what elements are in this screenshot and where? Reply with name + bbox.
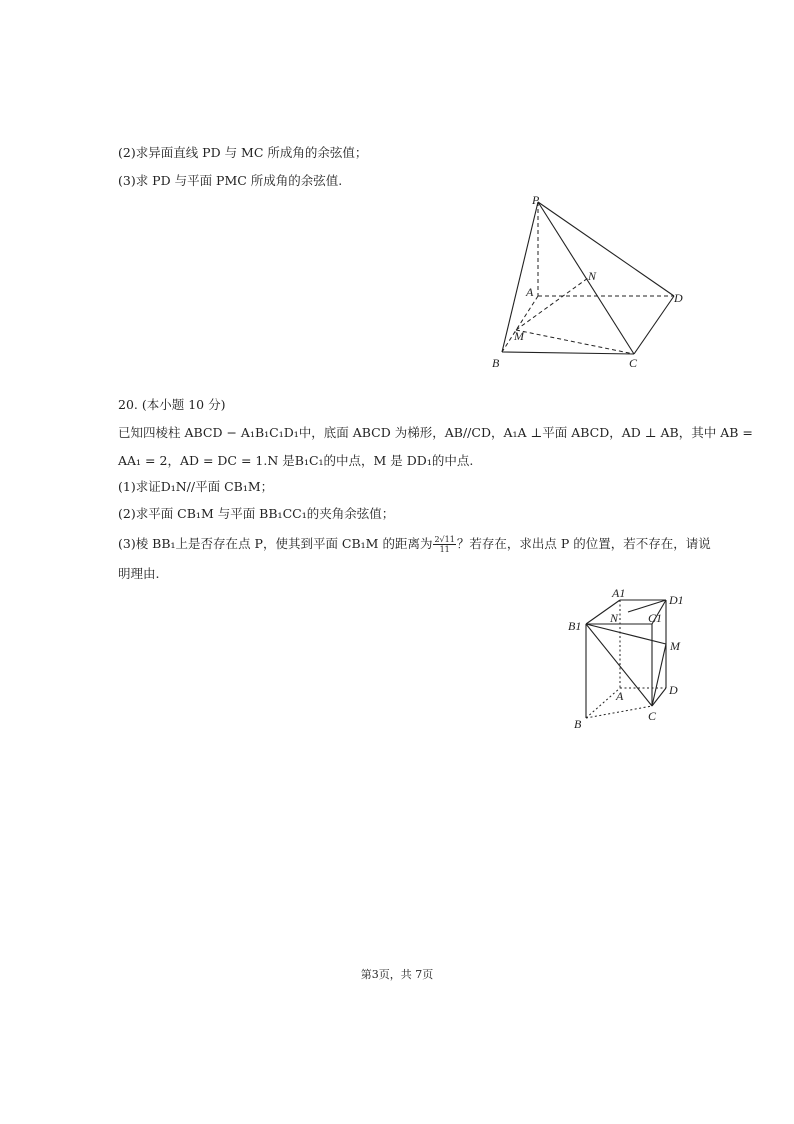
q20-stem-line1: 已知四棱柱 ABCD − A₁B₁C₁D₁中，底面 ABCD 为梯形，AB//CD，A₁A ⊥平面 ABCD，AD ⊥ AB，其中 AB = bbox=[118, 425, 753, 440]
label-A: A bbox=[616, 689, 624, 703]
q19-part2: (2)求异面直线 PD 与 MC 所成角的余弦值； bbox=[118, 145, 368, 160]
q20-part1: (1)求证D₁N//平面 CB₁M； bbox=[118, 479, 274, 494]
label-B: B bbox=[574, 717, 582, 731]
label-P: P bbox=[532, 193, 540, 207]
q20-part3-post: ？若存在，求出点 P 的位置，若不存在，请说 bbox=[456, 536, 711, 551]
label-N: N bbox=[610, 611, 619, 625]
label-D: D bbox=[669, 683, 678, 697]
label-B1: B1 bbox=[568, 619, 582, 633]
label-C1: C1 bbox=[648, 611, 663, 625]
label-N: N bbox=[588, 269, 597, 283]
q20-part3-pre: (3)棱 BB₁上是否存在点 P，使其到平面 CB₁M 的距离为 bbox=[118, 536, 433, 551]
label-M: M bbox=[514, 329, 524, 343]
prism-figure bbox=[566, 582, 696, 732]
label-D1: D1 bbox=[669, 593, 684, 607]
label-A: A bbox=[526, 285, 534, 299]
q20-part3-line2: 明理由. bbox=[118, 566, 160, 581]
label-M: M bbox=[670, 639, 680, 653]
label-D: D bbox=[674, 291, 683, 305]
pyramid-figure bbox=[486, 190, 696, 375]
label-C: C bbox=[648, 709, 657, 723]
label-C: C bbox=[629, 356, 638, 370]
q19-part3: (3)求 PD 与平面 PMC 所成角的余弦值. bbox=[118, 173, 343, 188]
q20-stem-line2: AA₁ = 2，AD = DC = 1.N 是B₁C₁的中点，M 是 DD₁的中点. bbox=[118, 453, 474, 468]
distance-fraction bbox=[433, 535, 455, 554]
q20-part3 bbox=[118, 535, 711, 554]
fraction-numerator: 2√11 bbox=[434, 535, 455, 544]
q20-part2: (2)求平面 CB₁M 与平面 BB₁CC₁的夹角余弦值； bbox=[118, 506, 395, 521]
fraction-denominator: 11 bbox=[439, 545, 450, 554]
label-B: B bbox=[492, 356, 500, 370]
q20-header: 20. (本小题 10 分) bbox=[118, 397, 226, 412]
label-A1: A1 bbox=[612, 586, 626, 600]
page-footer: 第3页，共 7页 bbox=[360, 968, 434, 981]
